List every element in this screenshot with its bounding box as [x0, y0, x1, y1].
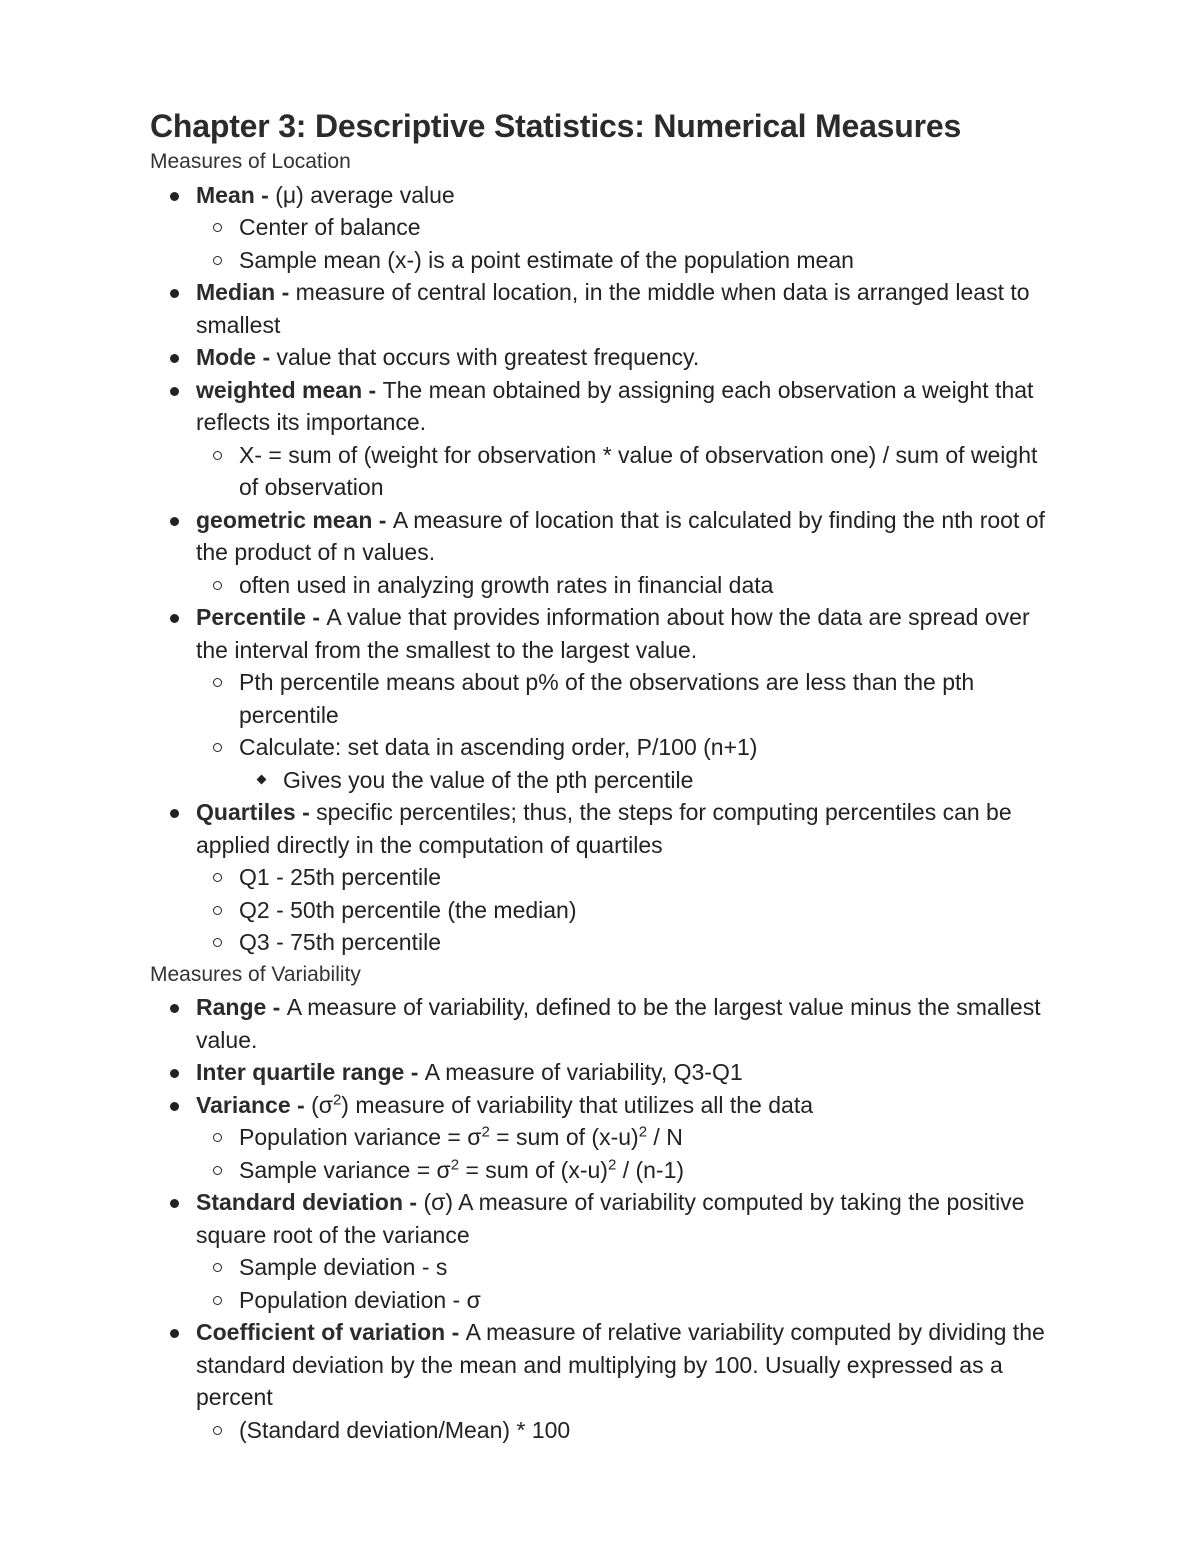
bullet-dot-icon [170, 517, 179, 526]
bullet-dot-icon [170, 289, 179, 298]
bullet-circle-icon [213, 1296, 222, 1305]
list-item [150, 504, 1060, 569]
term-label: Coefficient of variation - [196, 1319, 466, 1345]
sub-sub-list-item [150, 764, 1060, 797]
list-item [150, 179, 1060, 212]
item-text: Population variance = $\sigma^2$ = sum of $(x-u)^2$ / N [239, 1123, 683, 1150]
sub-list-item [150, 1251, 1060, 1284]
sub-list-item [150, 1154, 1060, 1187]
term-label: Median - [196, 279, 296, 305]
term-label: Quartiles - [196, 799, 317, 825]
sub-list-item [150, 244, 1060, 277]
item-text: often used in analyzing growth rates in financial data [239, 571, 774, 598]
term-description: $(\sigma^2)$ measure of variability that utilizes all the data [311, 1090, 814, 1118]
term-label: Range - [196, 994, 287, 1020]
sub-list-item [150, 211, 1060, 244]
bullet-dot-icon [170, 387, 179, 396]
term-description: (σ) A measure of variability computed by taking the positive square root of the variance [196, 1189, 1025, 1248]
bullet-list [150, 179, 1060, 959]
term-label: Mean - [196, 181, 276, 208]
term-description: specific percentiles; thus, the steps for computing percentiles can be applied directly in the computation of quartiles [196, 799, 1012, 858]
bullet-circle-icon [213, 223, 222, 232]
term-description: A measure of location that is calculated by finding the nth root of the product of n values. [196, 506, 1045, 565]
term-description: value that occurs with greatest frequency. [276, 344, 700, 370]
term-description: A measure of relative variability computed by dividing the standard deviation by the mean and multiplying by 100. Usually expressed as a percent [196, 1319, 1045, 1410]
item-text: Sample mean (x-) is a point estimate of the population mean [239, 246, 854, 273]
document-content [150, 106, 1060, 1446]
bullet-dot-icon [170, 192, 179, 201]
bullet-circle-icon [213, 256, 222, 265]
bullet-circle-icon [213, 678, 222, 687]
list-item [150, 1089, 1060, 1122]
list-item [150, 1316, 1060, 1414]
term-label: Variance - [196, 1091, 312, 1118]
list-item [150, 991, 1060, 1056]
term-label: weighted mean - [196, 376, 383, 403]
sub-list-item [150, 1284, 1060, 1317]
item-text: (Standard deviation/Mean) * 100 [239, 1416, 571, 1443]
bullet-dot-icon [170, 1069, 179, 1078]
item-text: Population deviation - σ [239, 1286, 481, 1313]
list-item [150, 341, 1060, 374]
bullet-dot-icon [170, 1102, 179, 1111]
bullet-circle-icon [213, 873, 222, 882]
sections-container [150, 146, 1060, 1446]
sub-list-item [150, 569, 1060, 602]
page-title: Chapter 3: Descriptive Statistics: Numerical Measures [150, 108, 962, 144]
section-heading: Measures of Location [150, 150, 351, 173]
sub-list-item [150, 1414, 1060, 1447]
term-description: measure of central location, in the middle when data is arranged least to smallest [196, 279, 1030, 338]
term-label: Inter quartile range - [196, 1059, 425, 1085]
bullet-circle-icon [213, 906, 222, 915]
item-text: Calculate: set data in ascending order, P/100 (n+1) [239, 734, 758, 760]
item-text: Q1 - 25th percentile [239, 864, 442, 890]
item-text: Center of balance [239, 214, 421, 240]
list-item [150, 276, 1060, 341]
section-heading: Measures of Variability [150, 962, 361, 986]
bullet-list [150, 991, 1060, 1446]
bullet-dot-icon [170, 1199, 179, 1208]
term-description: A value that provides information about how the data are spread over the interval from the smallest to the largest value. [196, 604, 1030, 663]
bullet-dot-icon [170, 1004, 179, 1013]
sub-list-item [150, 926, 1060, 959]
item-text: Q2 - 50th percentile (the median) [239, 896, 577, 923]
item-text: Pth percentile means about p% of the observations are less than the pth percentile [239, 669, 975, 728]
term-description: The mean obtained by assigning each observation a weight that reflects its importance. [196, 376, 1034, 435]
term-description: (μ) average value [275, 181, 455, 208]
list-item [150, 796, 1060, 861]
sub-list-item [150, 439, 1060, 504]
bullet-circle-icon [213, 1133, 222, 1142]
list-item [150, 1186, 1060, 1251]
sub-list-item [150, 731, 1060, 764]
item-text: X- = sum of (weight for observation * value of observation one) / sum of weight of observation [239, 441, 1038, 500]
term-description: A measure of variability, defined to be the largest value minus the smallest value. [196, 994, 1041, 1053]
bullet-circle-icon [213, 743, 222, 752]
term-label: Standard deviation - [196, 1189, 424, 1215]
bullet-circle-icon [213, 1263, 222, 1272]
bullet-circle-icon [213, 938, 222, 947]
bullet-dot-icon [170, 1329, 179, 1338]
sub-list-item [150, 861, 1060, 894]
item-text: Sample variance = $\sigma^2$ = sum of $(x-u)^2 / (n-1)$ [239, 1155, 685, 1183]
sub-list-item [150, 894, 1060, 927]
term-label: geometric mean - [196, 506, 393, 533]
bullet-circle-icon [213, 1166, 222, 1175]
term-description: A measure of variability, Q3-Q1 [424, 1059, 743, 1085]
list-item [150, 374, 1060, 439]
bullet-dot-icon [170, 614, 179, 623]
bullet-dot-icon [170, 354, 179, 363]
bullet-circle-icon [213, 1426, 222, 1435]
sub-list-item [150, 666, 1060, 731]
term-label: Percentile - [196, 604, 327, 630]
bullet-circle-icon [213, 581, 222, 590]
term-label: Mode - [196, 344, 277, 370]
bullet-circle-icon [213, 451, 222, 460]
item-text: Q3 - 75th percentile [239, 929, 442, 955]
list-item [150, 601, 1060, 666]
item-text: Sample deviation - s [239, 1254, 448, 1280]
bullet-dot-icon [170, 809, 179, 818]
sub-list-item [150, 1121, 1060, 1154]
item-text: Gives you the value of the pth percentile [283, 766, 694, 793]
list-item [150, 1056, 1060, 1089]
bullet-diamond-icon [257, 774, 267, 784]
